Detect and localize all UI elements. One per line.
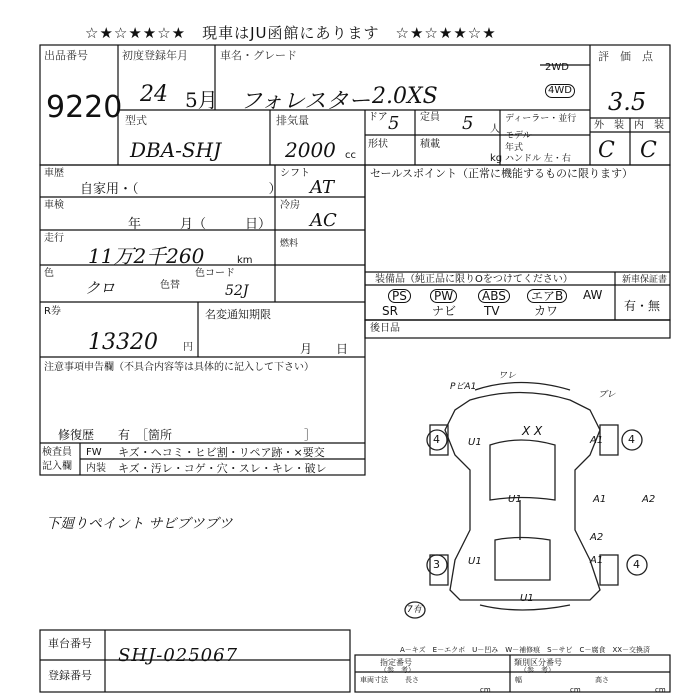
chassis-label: 車台番号 [48, 637, 92, 650]
height-unit: cm [655, 686, 666, 694]
rating-label: 評 価 点 [598, 50, 653, 63]
exterior-label: 外 装 [594, 120, 624, 131]
height-label: 高さ [595, 676, 609, 684]
type-class-label: 類別区分番号 [514, 658, 562, 667]
model-label: 車名・グレード [220, 49, 297, 62]
mark-u1-c: U1 [468, 556, 482, 567]
mark-spare: 7有 [407, 605, 422, 615]
fuel-label: 燃料 [280, 239, 299, 249]
capacity-label: 定員 [420, 112, 440, 123]
mark-4-fr: 4 [628, 433, 635, 446]
exterior-value: C [598, 138, 615, 163]
banner: ☆★☆★★☆★ 現車はJU函館にあります ☆★☆★★☆★ [85, 24, 497, 42]
door-label: ドア [368, 112, 388, 123]
mileage-label: 走行 [44, 233, 64, 244]
chassis-value: SHJ-025067 [118, 645, 239, 666]
equip-aw: AW [583, 288, 603, 302]
color-code-value: 52J [225, 283, 249, 299]
mark-a1-a: A1 [590, 435, 604, 446]
equip-tv: TV [484, 304, 500, 318]
mark-4-rr: 4 [633, 558, 640, 571]
dealer-label: ディーラー・並行 [505, 114, 577, 124]
ac-value: AC [310, 210, 337, 231]
warranty-value: 有・無 [624, 299, 661, 313]
mark-u1-d: U1 [520, 593, 534, 604]
shape-label: 形状 [368, 139, 388, 150]
class-sub: （参 考） [380, 666, 415, 674]
load-unit: kg [490, 153, 503, 164]
recolor-label: 色替 [160, 280, 180, 291]
shift-value: AT [310, 177, 335, 198]
notes-label: 注意事項申告欄（不具合内容等は具体的に記入して下さい） [44, 362, 314, 373]
mark-a2-b: A2 [590, 532, 604, 543]
displacement-value: 2000 [285, 138, 336, 162]
name-change-value: 月 日 [300, 342, 349, 356]
class-label: 指定番号 [380, 658, 412, 667]
interior-defect-label: 内装 [86, 463, 106, 474]
length-unit: cm [480, 686, 491, 694]
grade: 2.0XS [372, 84, 438, 109]
width-unit: cm [570, 686, 581, 694]
mark-bure: ブレ [598, 390, 616, 400]
back-seat-label: 後日品 [370, 323, 400, 334]
mark-xx: X X [522, 424, 543, 438]
length-label: 長さ [405, 676, 419, 684]
shift-label: シフト [280, 168, 310, 179]
mark-u1-b: U1 [508, 494, 522, 505]
displacement-label: 排気量 [276, 114, 309, 127]
handwritten-note: 下廻りペイント サビブツブツ [46, 516, 233, 532]
repair-label: 修復歴 有 ［箇所 ］ [58, 428, 317, 442]
size-label: 車両寸法 [360, 676, 388, 684]
history-value: 自家用・（ ） [80, 182, 282, 197]
load-label: 積載 [420, 139, 440, 150]
interior-value: C [640, 138, 657, 163]
type-label: 型式 [125, 114, 147, 127]
color-code-label: 色コード [195, 268, 235, 279]
plate-label: 登録番号 [48, 669, 92, 682]
fw-items: キズ・ヘコミ・ヒビ割・リペア跡・×要交 [118, 446, 325, 459]
equip-sr: SR [382, 304, 398, 318]
rating-value: 3.5 [608, 88, 647, 116]
first-reg-label: 初度登録年月 [122, 49, 188, 62]
equip-airbag: エアB [527, 289, 567, 303]
mark-a2-a: A2 [642, 494, 656, 505]
first-reg-month: 5月 [185, 88, 218, 112]
mark-a1-b: A1 [593, 494, 607, 505]
type-value: DBA-SHJ [130, 138, 222, 162]
capacity-value: 5 [462, 113, 474, 134]
color-value: クロ [85, 279, 116, 297]
mileage-value: 11万2千260 [88, 244, 205, 268]
sales-label: セールスポイント（正常に機能するものに限ります） [370, 167, 634, 180]
mark-pbia1: PビA1 [450, 382, 477, 392]
model-year-label: モデル 年式 [505, 131, 532, 153]
name-change-label: 名変通知期限 [205, 308, 271, 321]
equip-leather: カワ [534, 304, 559, 318]
mileage-unit: km [237, 255, 253, 266]
mark-a1-c: A1 [590, 555, 604, 566]
mark-crack: ワレ [498, 371, 517, 381]
lot-label: 出品番号 [44, 49, 88, 62]
recycle-value: 13320 [88, 330, 158, 355]
interior-items: キズ・汚レ・コゲ・穴・スレ・キレ・破レ [118, 462, 327, 475]
type-class-sub: （参 考） [520, 666, 555, 674]
ac-label: 冷房 [280, 200, 300, 211]
inspection-label: 車検 [44, 200, 64, 211]
equip-pw: PW [430, 289, 457, 303]
color-label: 色 [44, 268, 54, 279]
damage-legend: A－キズ E－エクボ U－凹み W－補修痕 S－サビ C－腐食 XX－交換済 [400, 646, 651, 654]
equip-label: 装備品（純正品に限りOをつけてください） [375, 274, 573, 285]
handle-label: ハンドル 左・右 [505, 154, 571, 164]
inspector-label: 検査員 記入欄 [42, 447, 72, 472]
history-label: 車歴 [44, 168, 64, 179]
first-reg-year: 24 [140, 82, 168, 107]
equip-ps: PS [388, 289, 411, 303]
inspection-value: 年 月（ 日） [128, 217, 272, 232]
interior-rating-label: 内 装 [634, 120, 664, 131]
door-value: 5 [388, 113, 400, 134]
mark-3-rl: 3 [433, 558, 440, 571]
equip-abs: ABS [478, 289, 510, 303]
capacity-unit: 人 [490, 124, 500, 135]
fw-label: FW [86, 447, 102, 458]
drive-4wd: 4WD [545, 84, 575, 98]
width-label: 幅 [515, 676, 522, 684]
recycle-unit: 円 [183, 342, 193, 353]
recycle-label: R券 [44, 306, 61, 317]
mark-u1-a: U1 [468, 437, 482, 448]
equip-navi: ナビ [432, 304, 457, 318]
drive-2wd: 2WD [545, 62, 569, 73]
displacement-unit: cc [345, 150, 356, 161]
mark-4-fl: 4 [433, 433, 440, 446]
warranty-label: 新車保証書 [622, 275, 668, 285]
model-name: フォレスター [240, 89, 371, 114]
lot-number: 9220 [46, 90, 123, 125]
